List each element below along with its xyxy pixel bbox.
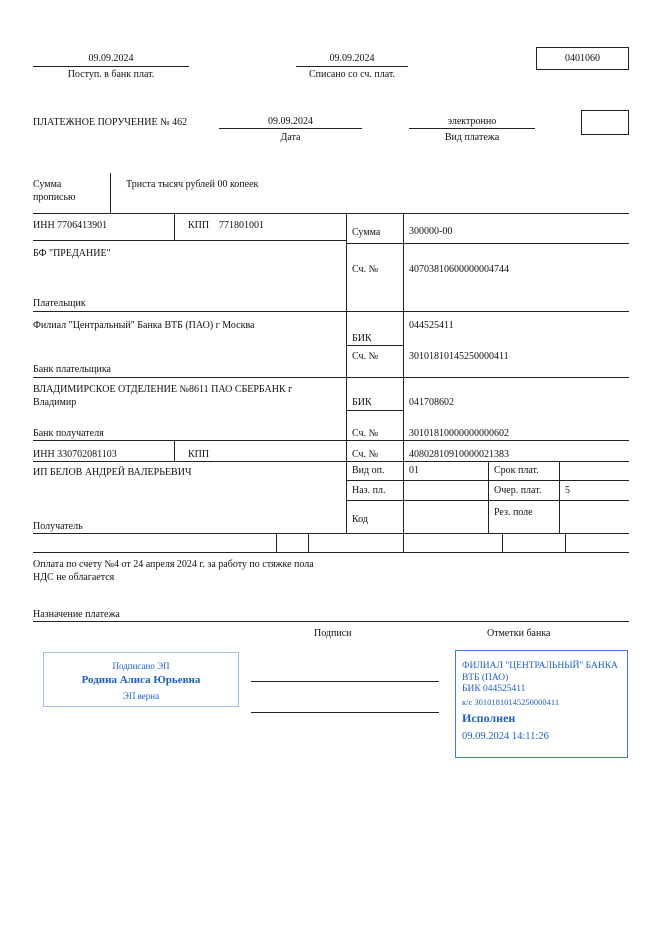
grid-line-7: [346, 410, 403, 411]
received-date: 09.09.2024: [88, 53, 134, 64]
payment-type: электронно: [447, 116, 497, 127]
recipient-inn: ИНН 330702081103: [33, 449, 117, 460]
grid-vline-term: [488, 461, 489, 533]
form-code: 0401060: [565, 53, 600, 64]
recipient-kpp-label: КПП: [188, 449, 210, 460]
payer-label: Плательщик: [33, 298, 86, 309]
bank-marks-label: Отметки банка: [487, 628, 551, 639]
queue: 5: [565, 485, 570, 496]
signer-name: Родина Алиса Юрьевна: [81, 674, 201, 686]
grid-vline-term-val: [559, 461, 560, 533]
code-label: Код: [352, 514, 368, 525]
received-label: Поступ. в банк плат.: [67, 69, 155, 80]
recipient-bank-bik: 041708602: [409, 397, 454, 408]
bank-stamp: [455, 650, 628, 758]
signer-stamp-line3: ЭП верна: [122, 691, 160, 701]
purpose-label: Назначение платежа: [33, 609, 120, 620]
debited-label: Списано со сч. плат.: [308, 69, 396, 80]
debited-date: 09.09.2024: [329, 53, 375, 64]
queue-label: Очер. плат.: [494, 485, 542, 496]
recipient-account-label: Сч. №: [352, 449, 379, 460]
form-code-box: [536, 47, 629, 70]
tax-field-div-2: [308, 533, 309, 552]
op-type: 01: [409, 465, 419, 476]
payer-account-label: Сч. №: [352, 264, 379, 275]
payer-name: БФ "ПРЕДАНИЕ": [33, 248, 111, 259]
signer-stamp: [43, 652, 239, 707]
payer-kpp-label: КПП: [188, 220, 210, 231]
payer-account: 40703810600000004744: [409, 264, 509, 275]
tax-field-div-4: [502, 533, 503, 552]
grid-vline-main: [346, 213, 347, 533]
bank-stamp-line4: к/с 30101810145250000411: [462, 697, 560, 707]
order-date: 09.09.2024: [268, 116, 313, 127]
recipient-bank-account-label: Сч. №: [352, 428, 379, 439]
recipient-bank-name-2: Владимир: [33, 397, 77, 408]
payer-kpp: 771801001: [219, 220, 264, 231]
order-date-line: [219, 128, 362, 129]
purpose-line-1: Оплата по счету №4 от 24 апреля 2024 г. за работу по стяжке пола: [33, 559, 314, 570]
grid-line-5: [346, 345, 403, 346]
order-title: ПЛАТЕЖНОЕ ПОРУЧЕНИЕ № 462: [33, 117, 188, 128]
reserve-label: Рез. поле: [494, 507, 533, 518]
grid-line-3: [346, 243, 629, 244]
recipient-label: Получатель: [33, 521, 83, 532]
payer-sum: 300000-00: [409, 226, 453, 237]
payer-bank-name: Филиал "Центральный" Банка ВТБ (ПАО) г Москва: [33, 320, 255, 331]
signature-line-2: [251, 712, 439, 713]
term-label: Срок плат.: [494, 465, 539, 476]
payer-bank-bik-label: БИК: [352, 333, 372, 344]
payer-bank-bik: 044525411: [409, 320, 454, 331]
order-date-label: Дата: [280, 132, 301, 143]
tax-field-div-1: [276, 533, 277, 552]
grid-line-8: [33, 440, 629, 441]
amount-words-value: Триста тысяч рублей 00 копеек: [126, 179, 259, 190]
grid-vline-inn: [174, 213, 175, 240]
signer-stamp-line1: Подписано ЭП: [112, 661, 170, 671]
purpose-code-label: Наз. пл.: [352, 485, 386, 496]
recipient-bank-bik-label: БИК: [352, 397, 372, 408]
bank-stamp-line2: ВТБ (ПАО): [462, 673, 509, 683]
amount-words-label-2: прописью: [33, 192, 76, 203]
bank-stamp-line3: БИК 044525411: [462, 684, 526, 694]
tax-field-div-3: [403, 533, 404, 552]
received-date-line: [33, 66, 189, 67]
recipient-name: ИП БЕЛОВ АНДРЕЙ ВАЛЕРЬЕВИЧ: [33, 467, 192, 478]
tax-field-div-5: [565, 533, 566, 552]
payer-bank-account: 30101810145250000411: [409, 351, 509, 362]
purpose-line: [33, 621, 629, 622]
payer-sum-label: Сумма: [352, 227, 381, 238]
signature-line-1: [251, 681, 439, 682]
op-type-label: Вид оп.: [352, 465, 385, 476]
grid-vline-rcpt-kpp: [174, 440, 175, 461]
bank-stamp-status: Исполнен: [462, 711, 516, 725]
amount-words-label-1: Сумма: [33, 179, 62, 190]
payer-inn: ИНН 7706413901: [33, 220, 108, 231]
bank-stamp-datetime: 09.09.2024 14:11:26: [462, 731, 549, 742]
recipient-account: 40802810910000021383: [409, 449, 509, 460]
recipient-bank-account: 30101810000000000602: [409, 428, 509, 439]
grid-line-4: [33, 311, 629, 312]
grid-line-6: [33, 377, 629, 378]
grid-line-12: [33, 533, 629, 534]
recipient-bank-label: Банк получателя: [33, 428, 104, 439]
payment-type-label: Вид платежа: [444, 132, 500, 143]
recipient-bank-name-1: ВЛАДИМИРСКОЕ ОТДЕЛЕНИЕ №8611 ПАО СБЕРБАНК г: [33, 384, 293, 395]
bank-stamp-line1: ФИЛИАЛ "ЦЕНТРАЛЬНЫЙ" БАНКА: [462, 661, 618, 671]
grid-line-1: [33, 213, 629, 214]
purpose-line-2: НДС не облагается: [33, 572, 115, 583]
grid-vline-values: [403, 213, 404, 533]
payer-bank-account-label: Сч. №: [352, 351, 379, 362]
debited-date-line: [296, 66, 408, 67]
amount-words-divider: [110, 173, 111, 213]
payer-status-box: [581, 110, 629, 135]
grid-line-2: [33, 240, 346, 241]
payer-bank-label: Банк плательщика: [33, 364, 111, 375]
signs-label: Подписи: [314, 628, 352, 639]
grid-line-9: [33, 461, 629, 462]
grid-line-13: [33, 552, 629, 553]
payment-type-line: [409, 128, 535, 129]
